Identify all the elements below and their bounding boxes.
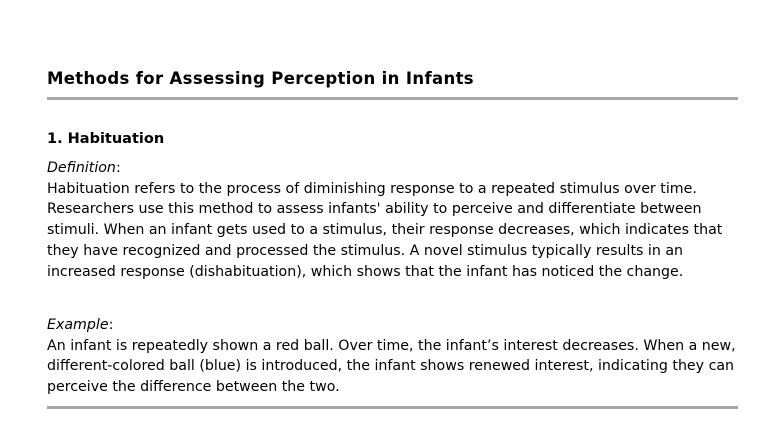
example-text: An infant is repeatedly shown a red ball. Over time, the infant’s interest decreases. When a new, different-colored ball (blue) is introduced, the infant shows renewed interest, indicating they can perceive the difference between the two. — [47, 337, 736, 396]
definition-block — [47, 158, 738, 282]
definition-colon: : — [115, 160, 121, 176]
section-heading: 1. Habituation — [47, 131, 165, 147]
definition-text: Habituation refers to the process of diminishing response to a repeated stimulus over time. Researchers use this method to assess infants' ability to perceive and differentiate between stimuli. When an infant gets used to a stimulus, their response decreases, which indicates that they have recognized and processed the stimulus. A novel stimulus typically results in an increased response (dishabituation), which shows that the infant has noticed the change. — [47, 180, 723, 280]
page-title: Methods for Assessing Perception in Infants — [47, 69, 474, 88]
bottom-divider — [47, 406, 738, 409]
example-term: Example — [47, 317, 109, 333]
definition-term: Definition — [47, 160, 116, 176]
example-colon: : — [108, 317, 114, 333]
title-divider — [47, 97, 738, 100]
example-block — [47, 315, 738, 398]
example-label — [47, 315, 738, 336]
definition-label — [47, 158, 738, 179]
